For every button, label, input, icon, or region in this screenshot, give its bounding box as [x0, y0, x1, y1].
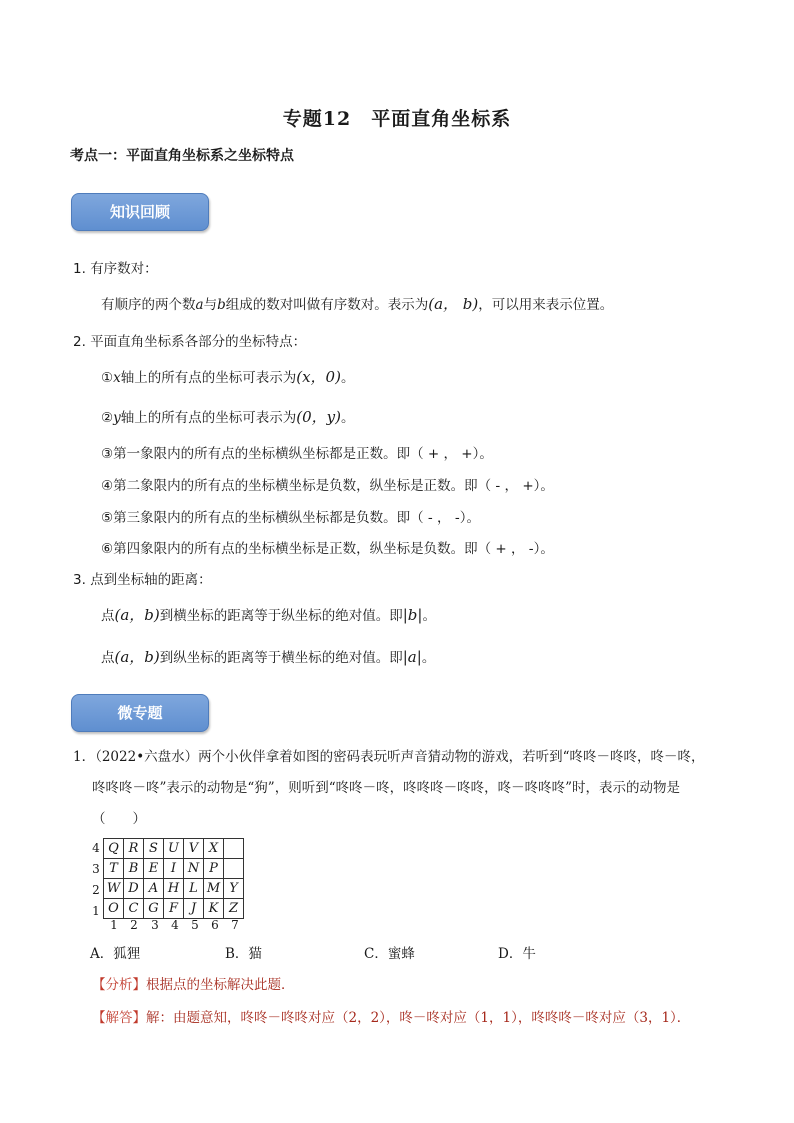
table-cell: W	[104, 879, 124, 899]
table-cell: O	[104, 899, 124, 919]
pair-expression: (x，0)	[296, 368, 341, 386]
table-row	[104, 839, 244, 859]
table-row	[104, 879, 244, 899]
option-d: D．牛	[498, 946, 536, 962]
column-label: 6	[211, 918, 219, 932]
text-segment: 点	[101, 608, 115, 624]
option-a: A．狐狸	[90, 946, 141, 962]
text-segment: 。	[422, 608, 436, 624]
column-label: 3	[151, 918, 159, 932]
code-table	[103, 838, 244, 919]
text-segment: 。	[340, 370, 355, 386]
text-segment: 轴上的所有点的坐标可表示为	[120, 410, 297, 426]
item-number: 2.	[73, 334, 86, 350]
ordered-pair-definition	[101, 294, 613, 315]
answer-tag: 【解答】	[92, 1010, 146, 1026]
answer-blank: （ ）	[92, 811, 146, 827]
distance-rule-2	[101, 647, 435, 668]
row-label: 3	[92, 862, 100, 876]
coordinate-rule-4: ④第二象限内的所有点的坐标横坐标是负数，纵坐标是正数。即（ - ， +）。	[101, 478, 554, 494]
column-label: 2	[130, 918, 138, 932]
item-number: 1.	[73, 261, 86, 277]
table-cell: L	[184, 879, 204, 899]
table-cell: U	[164, 839, 184, 859]
table-cell: P	[204, 859, 224, 879]
option-b: B．猫	[225, 946, 262, 962]
table-cell: H	[164, 879, 184, 899]
text-segment: 点	[101, 650, 115, 666]
coordinate-rule-3: ③第一象限内的所有点的坐标横纵坐标都是正数。即（ + ， +）。	[101, 446, 493, 462]
micro-topic-badge: 微专题	[71, 694, 209, 732]
variable-y: y	[113, 410, 121, 426]
table-cell: K	[204, 899, 224, 919]
table-cell: F	[164, 899, 184, 919]
coordinate-rule-2	[101, 407, 354, 428]
absolute-value: |a|	[402, 648, 422, 666]
item-heading: 平面直角坐标系各部分的坐标特点：	[90, 334, 307, 350]
table-cell: V	[184, 839, 204, 859]
column-label: 1	[110, 918, 118, 932]
table-cell: J	[184, 899, 204, 919]
table-cell: Z	[224, 899, 244, 919]
table-cell: I	[164, 859, 184, 879]
table-cell: G	[144, 899, 164, 919]
pair-expression: (0，y)	[296, 408, 341, 426]
table-cell	[224, 839, 244, 859]
column-label: 4	[171, 918, 179, 932]
pair-expression: (a， b)	[428, 295, 479, 313]
table-cell: M	[204, 879, 224, 899]
review-item-2	[73, 332, 306, 352]
table-cell: Q	[104, 839, 124, 859]
item-heading: 点到坐标轴的距离：	[90, 572, 212, 588]
analysis-tag: 【分析】	[92, 977, 146, 993]
text-segment: ，可以用来表示位置。	[478, 297, 614, 313]
text-segment: 组成的数对叫做有序数对。表示为	[225, 297, 429, 313]
text-segment: 。	[421, 650, 436, 666]
table-cell: Y	[224, 879, 244, 899]
section-heading: 考点一：平面直角坐标系之坐标特点	[70, 148, 294, 164]
item-number: 3.	[73, 572, 86, 588]
analysis-text: 根据点的坐标解决此题．	[146, 977, 295, 993]
column-label: 7	[231, 918, 239, 932]
table-row	[104, 899, 244, 919]
item-heading: 有序数对：	[90, 261, 158, 277]
table-cell	[224, 859, 244, 879]
distance-rule-1	[101, 605, 436, 626]
table-cell: T	[104, 859, 124, 879]
text-segment: 。	[340, 410, 355, 426]
question-line-2: 咚咚咚－咚”表示的动物是“狗”，则听到“咚咚－咚，咚咚咚－咚咚，咚－咚咚咚”时，表示的动物是	[92, 780, 681, 796]
text-segment: 到横坐标的距离等于纵坐标的绝对值。即	[159, 608, 403, 624]
table-cell: D	[124, 879, 144, 899]
review-item-1	[73, 259, 158, 279]
table-cell: A	[144, 879, 164, 899]
table-cell: B	[124, 859, 144, 879]
question-line-1: 1．（2022•六盘水）两个小伙伴拿着如图的密码表玩听声音猜动物的游戏，若听到“咚咚－咚咚，咚－咚，	[73, 749, 705, 765]
coordinate-rule-5: ⑤第三象限内的所有点的坐标横纵坐标都是负数。即（ - ， -）。	[101, 510, 480, 526]
table-cell: N	[184, 859, 204, 879]
answer-line	[92, 1008, 690, 1028]
column-label: 5	[191, 918, 199, 932]
absolute-value: |b|	[402, 606, 423, 624]
review-badge: 知识回顾	[71, 193, 209, 231]
coordinate-rule-1	[101, 367, 354, 388]
table-cell: E	[144, 859, 164, 879]
circled-number: ②	[101, 410, 114, 426]
variable-a: a	[195, 297, 204, 313]
table-cell: C	[124, 899, 144, 919]
row-label: 2	[92, 883, 100, 897]
pair-expression: (a，b)	[114, 606, 160, 624]
variable-x: x	[113, 370, 121, 386]
pair-expression: (a，b)	[114, 648, 160, 666]
answer-text: 解：由题意知，咚咚－咚咚对应（2，2），咚－咚对应（1，1），咚咚咚－咚对应（3，1）．	[146, 1010, 691, 1026]
text-segment: 与	[203, 297, 218, 313]
text-segment: 到纵坐标的距离等于横坐标的绝对值。即	[159, 650, 403, 666]
circled-number: ①	[101, 370, 114, 386]
review-item-3	[73, 570, 212, 590]
table-row	[104, 859, 244, 879]
row-label: 1	[92, 904, 100, 918]
row-label: 4	[92, 841, 100, 855]
analysis-line	[92, 975, 295, 995]
option-c: C．蜜蜂	[364, 946, 415, 962]
text-segment: 轴上的所有点的坐标可表示为	[120, 370, 297, 386]
coordinate-rule-6: ⑥第四象限内的所有点的坐标横坐标是正数，纵坐标是负数。即（ + ， -）。	[101, 541, 554, 557]
table-cell: X	[204, 839, 224, 859]
table-cell: S	[144, 839, 164, 859]
page-title: 专题12 平面直角坐标系	[282, 108, 512, 130]
text-segment: 有顺序的两个数	[101, 297, 196, 313]
table-cell: R	[124, 839, 144, 859]
variable-b: b	[217, 297, 226, 313]
